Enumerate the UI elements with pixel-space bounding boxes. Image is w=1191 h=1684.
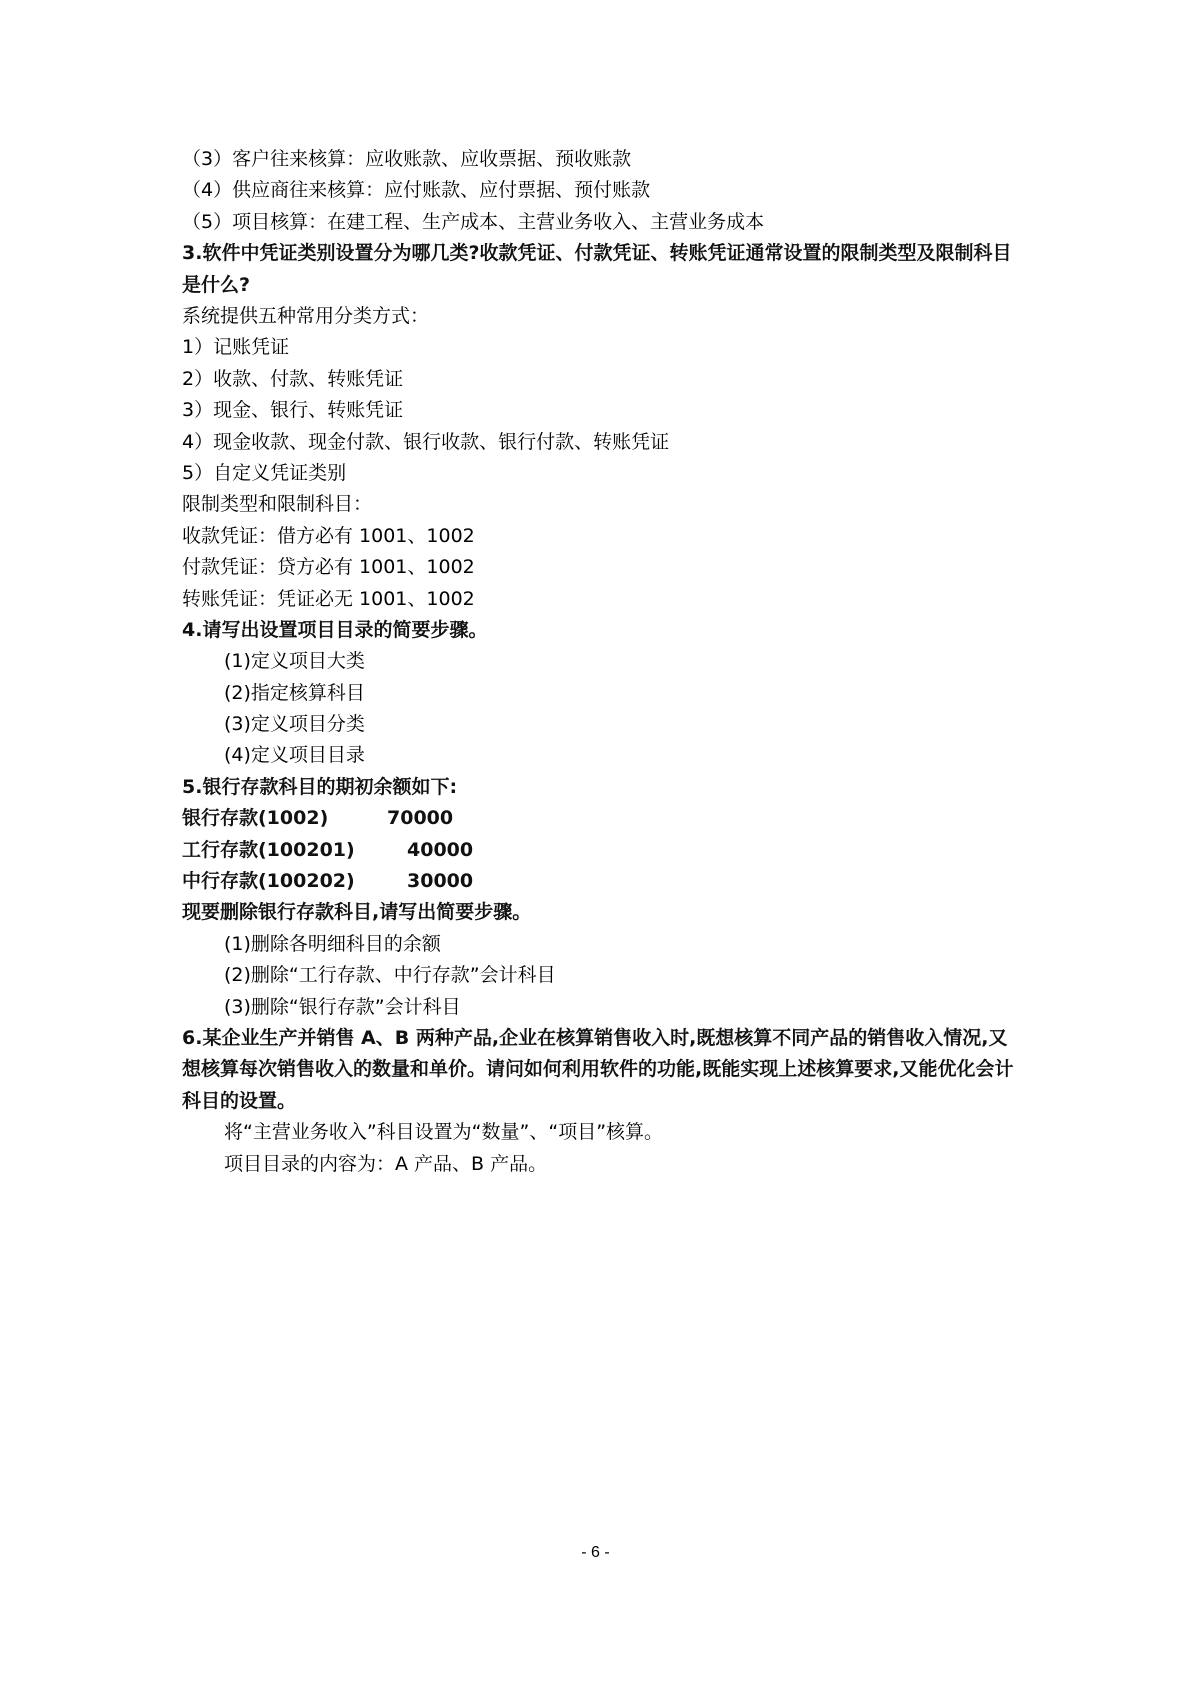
question-5-task: 现要删除银行存款科目,请写出简要步骤。 [182, 901, 532, 924]
step-item: (2)删除“工行存款、中行存款”会计科目 [224, 964, 556, 987]
balance-account: 银行存款(1002) [182, 807, 329, 830]
question-4-title: 4.请写出设置项目目录的简要步骤。 [182, 618, 488, 641]
text-line: （4）供应商往来核算：应付账款、应付票据、预付账款 [182, 179, 651, 202]
question-5-title: 5.银行存款科目的期初余额如下: [182, 775, 458, 798]
balance-amount: 40000 [407, 838, 474, 861]
limit-item: 付款凭证：贷方必有 1001、1002 [182, 556, 475, 579]
balance-row [182, 866, 1022, 897]
list-item: 5）自定义凭证类别 [182, 461, 347, 484]
question-3-title: 3.软件中凭证类别设置分为哪几类?收款凭证、付款凭证、转账凭证通常设置的限制类型及限制科目是什么? [182, 242, 1012, 296]
step-item: (1)删除各明细科目的余额 [224, 932, 441, 955]
list-item: 1）记账凭证 [182, 336, 290, 359]
answer-item: 项目目录的内容为：A 产品、B 产品。 [224, 1152, 548, 1175]
list-item: 4）现金收款、现金付款、银行收款、银行付款、转账凭证 [182, 430, 670, 453]
balance-row [182, 803, 1022, 834]
step-item: (3)删除“银行存款”会计科目 [224, 995, 461, 1018]
balance-account: 工行存款(100201) [182, 838, 355, 861]
question-3-intro: 系统提供五种常用分类方式： [182, 304, 430, 327]
limit-item: 转账凭证：凭证必无 1001、1002 [182, 587, 475, 610]
text-line: （3）客户往来核算：应收账款、应收票据、预收账款 [182, 148, 632, 170]
question-6-title: 6.某企业生产并销售 A、B 两种产品,企业在核算销售收入时,既想核算不同产品的销售收入情况,又想核算每次销售收入的数量和单价。请问如何利用软件的功能,既能实现上述核算要求,又能优化会计科目的设置。 [182, 1026, 1014, 1112]
balance-row [182, 835, 1022, 866]
step-item: (4)定义项目目录 [224, 744, 365, 767]
answer-item: 将“主营业务收入”科目设置为“数量”、“项目”核算。 [224, 1121, 664, 1144]
page-number: - 6 - [581, 1544, 610, 1561]
limits-title: 限制类型和限制科目： [182, 493, 373, 516]
list-item: 2）收款、付款、转账凭证 [182, 367, 404, 390]
step-item: (3)定义项目分类 [224, 713, 365, 736]
document-body [182, 144, 1022, 1180]
balance-amount: 70000 [387, 807, 454, 830]
text-line: （5）项目核算：在建工程、生产成本、主营业务收入、主营业务成本 [182, 210, 765, 233]
step-item: (2)指定核算科目 [224, 681, 365, 704]
balance-account: 中行存款(100202) [182, 870, 355, 893]
list-item: 3）现金、银行、转账凭证 [182, 399, 404, 422]
step-item: (1)定义项目大类 [224, 650, 365, 673]
limit-item: 收款凭证：借方必有 1001、1002 [182, 524, 475, 547]
balance-amount: 30000 [407, 870, 474, 893]
